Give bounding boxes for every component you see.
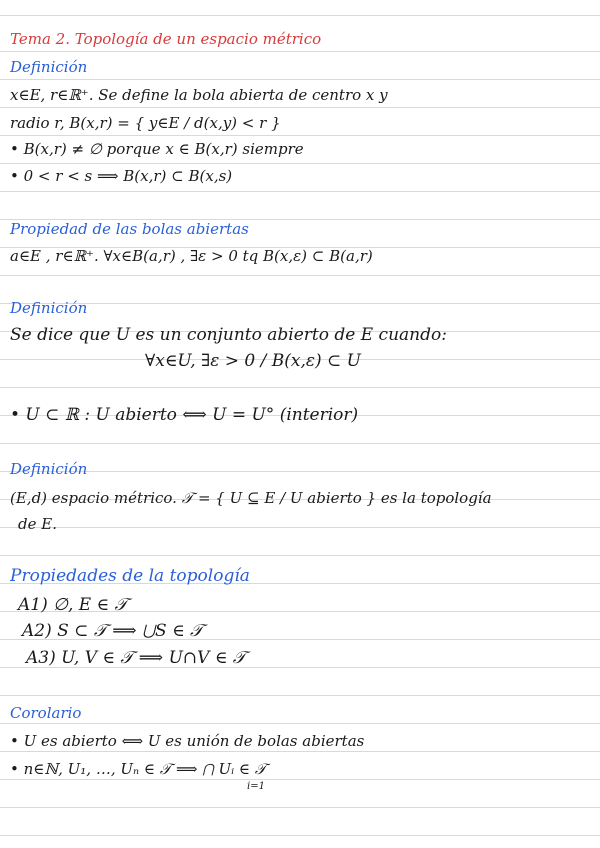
bullet-line: • 0 < r < s ⟹ B(x,r) ⊂ B(x,s) <box>10 167 233 185</box>
definition-heading-2: Definición <box>10 299 88 317</box>
bullet-line: • U ⊂ ℝ : U abierto ⟺ U = U° (interior) <box>10 405 359 425</box>
bullet-line: • U es abierto ⟺ U es unión de bolas abiertas <box>10 732 365 750</box>
text-line: radio r, B(x,r) = { y∈E / d(x,y) < r } <box>10 114 281 132</box>
properties-heading: Propiedades de la topología <box>10 566 250 586</box>
property-heading: Propiedad de las bolas abiertas <box>10 220 249 238</box>
subscript-text: i=1 <box>247 781 265 792</box>
axiom-line: A1) ∅, E ∈ 𝒯 <box>18 595 128 615</box>
formula-line: ∀x∈U, ∃ε > 0 / B(x,ε) ⊂ U <box>145 351 362 371</box>
text-line: Se dice que U es un conjunto abierto de E cuando: <box>10 325 447 345</box>
corollary-heading: Corolario <box>10 704 82 722</box>
bullet-line: • B(x,r) ≠ ∅ porque x ∈ B(x,r) siempre <box>10 140 304 158</box>
text-line: x∈E, r∈ℝ⁺. Se define la bola abierta de centro x y <box>10 86 388 104</box>
definition-heading-3: Definición <box>10 460 88 478</box>
definition-heading-1: Definición <box>10 58 88 76</box>
text-line: (E,d) espacio métrico. 𝒯 = { U ⊆ E / U abierto } es la topología <box>10 489 492 507</box>
page-title: Tema 2. Topología de un espacio métrico <box>10 30 322 48</box>
axiom-line: A3) U, V ∈ 𝒯 ⟹ U∩V ∈ 𝒯 <box>26 648 246 668</box>
text-line: de E. <box>18 515 57 533</box>
text-line: a∈E , r∈ℝ⁺. ∀x∈B(a,r) , ∃ε > 0 tq B(x,ε) ⊂ B(a,r) <box>10 247 373 265</box>
axiom-line: A2) S ⊂ 𝒯 ⟹ ⋃S ∈ 𝒯 <box>22 621 204 641</box>
bullet-line: • n∈ℕ, U₁, …, Uₙ ∈ 𝒯 ⟹ ⋂ Uᵢ ∈ 𝒯 <box>10 760 267 778</box>
